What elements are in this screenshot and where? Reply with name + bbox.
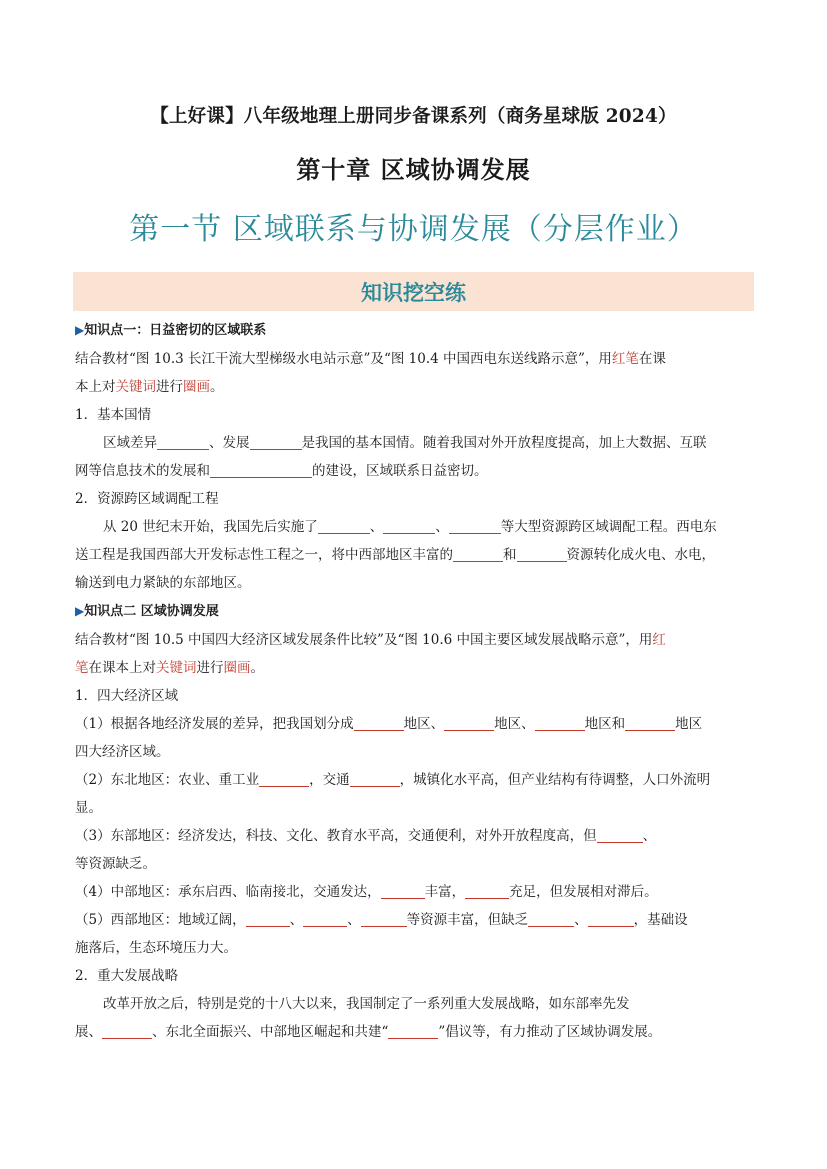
content-body xyxy=(75,316,755,1046)
text: 地区、 xyxy=(403,716,445,732)
blank-input[interactable] xyxy=(246,912,290,927)
text: （1）根据各地经济发展的差异，把我国划分成 xyxy=(75,716,354,732)
kp1-s1-line2 xyxy=(75,457,755,485)
text: 资源转化成火电、水电， xyxy=(566,547,715,563)
blank-input[interactable] xyxy=(453,547,503,562)
blank-input[interactable] xyxy=(350,772,400,787)
blank-input[interactable] xyxy=(381,884,425,899)
blank-input[interactable] xyxy=(383,519,435,534)
blank-input[interactable] xyxy=(102,1024,152,1039)
kp1-s2-line2 xyxy=(75,541,755,569)
text: 、 xyxy=(369,519,384,535)
kp2-intro-line1 xyxy=(75,626,755,654)
kp2-q5-line2: 施落后，生态环境压力大。 xyxy=(75,940,237,956)
text: （5）西部地区：地域辽阔， xyxy=(75,912,246,928)
blank-input[interactable] xyxy=(354,716,404,731)
text: ，交通 xyxy=(309,772,350,788)
blank-input[interactable] xyxy=(259,772,309,787)
kp1-intro-text: 进行 xyxy=(156,379,183,395)
kp1-intro-text: 在课 xyxy=(638,351,666,367)
text: 网等信息技术的发展和 xyxy=(75,463,210,479)
text: （2）东北地区：农业、重工业 xyxy=(75,772,260,788)
text: 、东北全面振兴、中部地区崛起和共建“ xyxy=(152,1024,389,1040)
series-title: 【上好课】八年级地理上册同步备课系列（商务星球版 2024） xyxy=(150,106,677,127)
kp1-red-circle: 圈画 xyxy=(183,379,210,395)
text: 展、 xyxy=(75,1024,102,1040)
blank-input[interactable] xyxy=(625,716,675,731)
kp2-q3-line2 xyxy=(75,850,755,878)
text: 等资源缺乏。 xyxy=(75,856,156,872)
text: 地区 xyxy=(675,716,703,732)
text: 、 xyxy=(289,912,304,928)
kp2-red-keyword: 关键词 xyxy=(156,660,197,676)
text: （3）东部地区：经济发达，科技、文化、教育水平高，交通便利，对外开放程度高，但 xyxy=(75,828,597,844)
kp2-heading-text: 知识点二 区域协调发展 xyxy=(84,604,219,619)
text: 和 xyxy=(503,547,517,563)
kp2-intro-text: 在课本上对 xyxy=(88,660,156,676)
triangle-icon: ▶ xyxy=(75,323,85,337)
text: 、 xyxy=(347,912,361,928)
text: 的建设，区域联系日益密切。 xyxy=(312,463,488,479)
text: 是我国的基本国情。随着我国对外开放程度提高，加上大数据、互联 xyxy=(301,435,707,451)
kp2-q1-line2: 四大经济区域。 xyxy=(75,744,170,760)
blank-input[interactable] xyxy=(210,463,312,478)
kp2-intro-line2 xyxy=(75,654,755,682)
triangle-icon: ▶ xyxy=(75,604,85,618)
blank-input[interactable] xyxy=(318,519,370,534)
kp1-s1-title: 1．基本国情 xyxy=(75,407,152,423)
text: （4）中部地区：承东启西、临南接北，交通发达， xyxy=(75,884,381,900)
text: 、 xyxy=(574,912,588,928)
kp2-intro-text: 进行 xyxy=(196,660,224,676)
text: 、 xyxy=(435,519,449,535)
blank-input[interactable] xyxy=(388,1024,438,1039)
text: 充足，但发展相对滞后。 xyxy=(509,884,658,900)
text: 等大型资源跨区域调配工程。西电东 xyxy=(500,519,717,535)
text: 区域差异 xyxy=(103,435,157,451)
kp2-s2-line2 xyxy=(75,1018,755,1046)
text: 等资源丰富，但缺乏 xyxy=(406,912,529,928)
kp1-s2-line1 xyxy=(75,513,755,541)
kp1-heading-text: 知识点一：日益密切的区域联系 xyxy=(84,323,267,338)
blank-input[interactable] xyxy=(465,884,509,899)
blank-input[interactable] xyxy=(528,912,574,927)
blank-input[interactable] xyxy=(535,716,585,731)
kp1-intro-text: 结合教材“图 10.3 长江干流大型梯级水电站示意”及“图 10.4 中国西电东送线路示意”，用 xyxy=(75,351,612,367)
kp2-s2-title: 2．重大发展战略 xyxy=(75,968,179,984)
blank-input[interactable] xyxy=(361,912,407,927)
blank-input[interactable] xyxy=(250,435,302,450)
text: 地区、 xyxy=(494,716,535,732)
blank-input[interactable] xyxy=(157,435,209,450)
text: ，城镇化水平高，但产业结构有待调整，人口外流明 xyxy=(399,772,711,788)
text: ，基础设 xyxy=(633,912,688,928)
kp2-q1-line1 xyxy=(75,710,755,738)
text: 丰富， xyxy=(424,884,466,900)
kp1-red-pen: 红笔 xyxy=(611,351,639,367)
text: 、 xyxy=(642,828,657,844)
kp2-red-circle: 圈画 xyxy=(223,660,251,676)
section-title: 第一节 区域联系与协调发展（分层作业） xyxy=(129,212,698,247)
kp2-q4-line xyxy=(75,878,755,906)
text: 送工程是我国西部大开发标志性工程之一，将中西部地区丰富的 xyxy=(75,547,453,563)
kp2-red-pen: 笔 xyxy=(75,660,89,676)
kp2-red-pen: 红 xyxy=(652,632,666,648)
chapter-title: 第十章 区域协调发展 xyxy=(296,156,531,184)
blank-input[interactable] xyxy=(597,828,643,843)
text: 从 20 世纪末开始，我国先后实施了 xyxy=(103,519,318,535)
blank-input[interactable] xyxy=(444,716,494,731)
kp2-intro-text: 。 xyxy=(250,660,264,676)
blank-input[interactable] xyxy=(449,519,501,534)
kp1-s2-line3: 输送到电力紧缺的东部地区。 xyxy=(75,575,251,591)
text: ”倡议等，有力推动了区域协调发展。 xyxy=(438,1024,662,1040)
kp2-q5-line1 xyxy=(75,906,755,934)
kp1-intro-line1 xyxy=(75,345,755,373)
kp1-s1-line1 xyxy=(75,429,755,457)
knowledge-band xyxy=(73,272,754,311)
kp1-red-keyword: 关键词 xyxy=(115,379,156,395)
kp2-intro-text: 结合教材“图 10.5 中国四大经济区域发展条件比较”及“图 10.6 中国主要区域发展战略示意”，用 xyxy=(75,632,653,648)
blank-input[interactable] xyxy=(303,912,347,927)
band-title: 知识挖空练 xyxy=(361,280,466,305)
kp1-intro-line2 xyxy=(75,373,755,401)
kp1-heading xyxy=(75,316,755,345)
text: 、发展 xyxy=(209,435,250,451)
kp1-s2-title: 2．资源跨区域调配工程 xyxy=(75,491,219,507)
kp2-q2-line2: 显。 xyxy=(75,800,102,816)
kp2-heading xyxy=(75,597,755,626)
blank-input[interactable] xyxy=(517,547,567,562)
kp1-intro-text: 。 xyxy=(210,379,224,395)
blank-input[interactable] xyxy=(588,912,634,927)
kp2-s2-line1: 改革开放之后，特别是党的十八大以来，我国制定了一系列重大发展战略，如东部率先发 xyxy=(103,996,630,1012)
text: 地区和 xyxy=(584,716,626,732)
kp2-s1-title: 1．四大经济区域 xyxy=(75,688,179,704)
kp1-intro-text: 本上对 xyxy=(75,379,116,395)
kp2-q3-line1 xyxy=(75,822,755,850)
kp2-q2-line1 xyxy=(75,766,755,794)
